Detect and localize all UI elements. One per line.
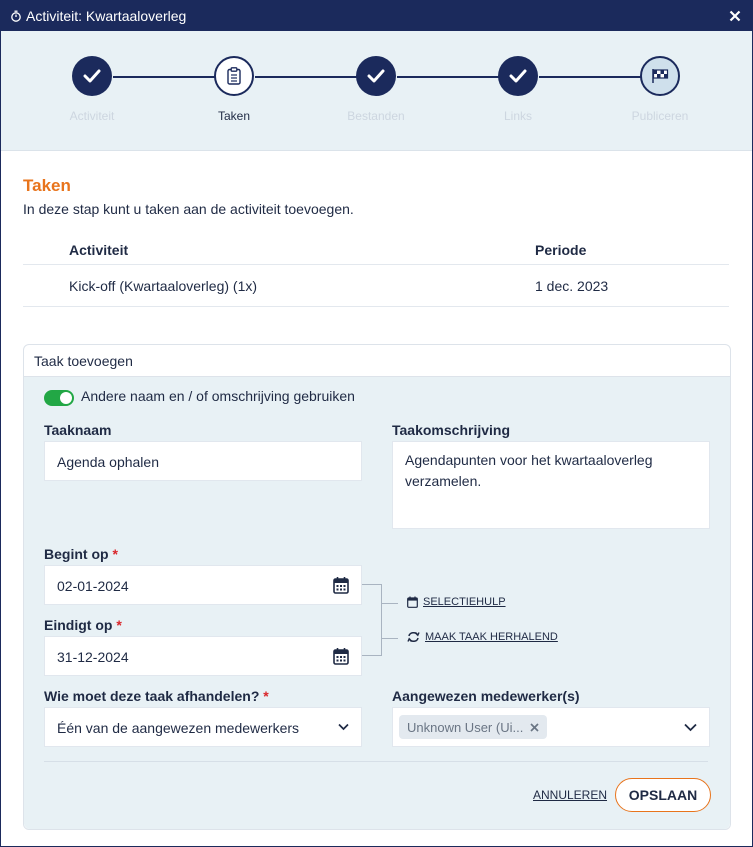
- clipboard-icon: [227, 67, 241, 85]
- begint-label: [44, 546, 118, 562]
- activity-table: [23, 231, 729, 307]
- section-subtitle: In deze stap kunt u taken aan de activiteit toevoegen.: [23, 201, 354, 217]
- panel-title: Taak toevoegen: [24, 345, 730, 377]
- close-button[interactable]: [726, 7, 744, 25]
- bracket-tick: [382, 603, 398, 604]
- eindigt-label: [44, 617, 122, 633]
- medewerker-chip: [399, 715, 547, 739]
- custom-name-toggle-label: Andere naam en / of omschrijving gebruiken: [81, 388, 355, 404]
- eindigt-label-text: Eindigt op: [44, 617, 113, 633]
- step-label-bestanden: Bestanden: [347, 109, 405, 123]
- repeat-icon: [407, 631, 420, 643]
- wizard-stepper: [1, 31, 752, 151]
- afhandelen-value: Één van de aangewezen medewerkers: [57, 720, 300, 736]
- eindigt-value: 31-12-2024: [57, 649, 129, 665]
- taaknaam-label: Taaknaam: [44, 422, 112, 438]
- custom-name-toggle[interactable]: [44, 390, 74, 406]
- stopwatch-icon: [10, 10, 22, 22]
- required-mark: *: [116, 617, 122, 633]
- chevron-down-icon: [338, 723, 349, 731]
- cancel-button[interactable]: ANNULEREN: [533, 788, 608, 802]
- check-icon: [83, 69, 101, 83]
- remove-chip-icon[interactable]: [530, 723, 539, 732]
- table-header: [23, 231, 729, 265]
- step-connector: [113, 76, 215, 78]
- selectiehulp-label: SELECTIEHULP: [423, 596, 506, 608]
- close-icon: [729, 10, 741, 22]
- step-connector: [397, 76, 499, 78]
- check-icon: [509, 69, 527, 83]
- step-publiceren[interactable]: [640, 56, 680, 96]
- column-header-periode: Periode: [535, 242, 587, 258]
- begint-date-input[interactable]: [44, 565, 362, 605]
- step-links[interactable]: [498, 56, 538, 96]
- step-label-taken: Taken: [217, 109, 251, 123]
- selectiehulp-link[interactable]: [407, 596, 506, 608]
- titlebar: [1, 1, 752, 31]
- cell-activiteit: Kick-off (Kwartaaloverleg) (1x): [69, 278, 258, 294]
- afhandelen-select[interactable]: [44, 707, 362, 747]
- medewerker-chip-label: Unknown User (Ui...: [407, 719, 524, 735]
- date-range-bracket: [362, 584, 382, 656]
- save-button[interactable]: OPSLAAN: [615, 778, 711, 812]
- required-mark: *: [112, 546, 118, 562]
- begint-value: 02-01-2024: [57, 578, 129, 594]
- calendar-small-icon: [407, 596, 418, 608]
- step-connector: [539, 76, 641, 78]
- section-title: Taken: [23, 176, 71, 195]
- omschrijving-value: Agendapunten voor het kwartaaloverleg verzamelen.: [405, 452, 653, 489]
- herhalend-link[interactable]: [407, 631, 558, 643]
- cell-periode: 1 dec. 2023: [535, 278, 609, 294]
- step-activiteit[interactable]: [72, 56, 112, 96]
- panel-body: [24, 377, 730, 829]
- calendar-icon[interactable]: [333, 647, 349, 665]
- begint-label-text: Begint op: [44, 546, 109, 562]
- calendar-icon[interactable]: [333, 576, 349, 594]
- form-divider: [44, 761, 708, 762]
- afhandelen-label: [44, 688, 269, 704]
- step-bestanden[interactable]: [356, 56, 396, 96]
- check-icon: [367, 69, 385, 83]
- eindigt-date-input[interactable]: [44, 636, 362, 676]
- medewerkers-label: Aangewezen medewerker(s): [392, 688, 580, 704]
- chevron-down-icon[interactable]: [684, 723, 697, 732]
- afhandelen-label-text: Wie moet deze taak afhandelen?: [44, 688, 260, 704]
- herhalend-label: MAAK TAAK HERHALEND: [425, 631, 558, 643]
- checkered-flag-icon: [651, 68, 669, 84]
- add-task-panel: [23, 344, 731, 830]
- medewerkers-multiselect[interactable]: [392, 707, 710, 747]
- omschrijving-label: Taakomschrijving: [392, 422, 511, 438]
- step-label-activiteit: Activiteit: [69, 109, 115, 123]
- taaknaam-input[interactable]: [44, 441, 362, 481]
- taaknaam-value: Agenda ophalen: [57, 454, 159, 470]
- window-title: Activiteit: Kwartaaloverleg: [26, 8, 187, 24]
- step-connector: [255, 76, 357, 78]
- column-header-activiteit: Activiteit: [69, 242, 129, 258]
- step-label-publiceren: Publiceren: [631, 109, 689, 123]
- table-row: [23, 265, 729, 307]
- step-taken[interactable]: [214, 56, 254, 96]
- required-mark: *: [263, 688, 269, 704]
- bracket-tick: [382, 638, 398, 639]
- step-label-links: Links: [503, 109, 532, 123]
- omschrijving-textarea[interactable]: [392, 441, 710, 529]
